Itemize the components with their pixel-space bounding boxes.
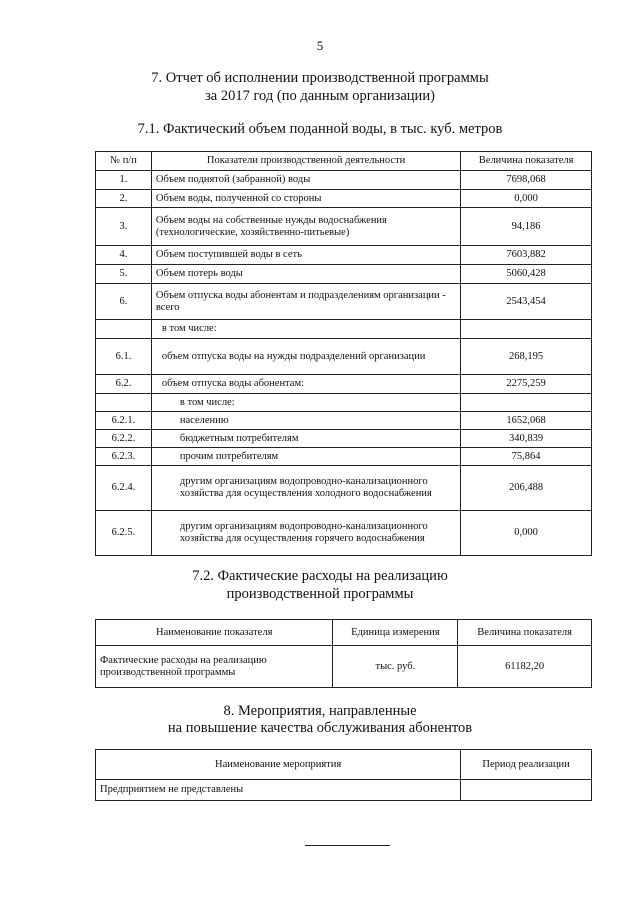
row-name: Объем отпуска воды абонентам и подразделениям организации - всего [151,284,460,320]
row-name: другим организациям водопроводно-канализационного хозяйства для осуществления холодного водоснабжения [151,466,460,511]
row-value: 1652,068 [461,412,592,430]
row-value: 2275,259 [461,375,592,394]
section-7-2-title-line2: производственной программы [226,586,414,602]
row-value: 5060,428 [461,265,592,284]
section-8-title-line2: на повышение качества обслуживания абонентов [167,720,473,736]
header-indicator-name: Наименование показателя [96,620,333,646]
table-row [96,511,592,556]
row-name: Объем поднятой (забранной) воды [151,171,460,190]
row-value: 75,864 [461,448,592,466]
row-period [461,780,592,801]
row-name: объем отпуска воды абонентам: [151,375,460,394]
row-name: Объем потерь воды [151,265,460,284]
water-volume-table [95,151,592,556]
row-value: 206,488 [461,466,592,511]
row-name: Предприятием не представлены [96,780,461,801]
row-value: 0,000 [461,190,592,208]
row-name: объем отпуска воды на нужды подразделений организации [151,339,460,375]
row-value: 2543,454 [461,284,592,320]
table-row [96,375,592,394]
row-value: 61182,20 [458,646,592,688]
row-num: 1. [96,171,152,190]
row-num [96,394,152,412]
header-value: Величина показателя [461,152,592,171]
row-name: Объем воды, полученной со стороны [151,190,460,208]
table-row [96,320,592,339]
row-value: 0,000 [461,511,592,556]
table-row [96,246,592,265]
row-name: Объем поступившей воды в сеть [151,246,460,265]
row-value: 340,839 [461,430,592,448]
header-value: Величина показателя [458,620,592,646]
row-name: населению [151,412,460,430]
row-value: 7603,882 [461,246,592,265]
table-row [96,646,592,688]
table-row [96,430,592,448]
header-indicator: Показатели производственной деятельности [151,152,460,171]
row-num: 6.2.4. [96,466,152,511]
row-value: 7698,068 [461,171,592,190]
row-value [461,320,592,339]
row-num: 3. [96,208,152,246]
row-num [96,320,152,339]
table-row [96,190,592,208]
row-num: 6.2.2. [96,430,152,448]
table-row [96,412,592,430]
row-name: бюджетным потребителям [151,430,460,448]
row-name: в том числе: [151,394,460,412]
table-header-row [96,750,592,780]
row-name: прочим потребителям [151,448,460,466]
row-value [461,394,592,412]
expenses-table [95,619,592,688]
measures-table [95,749,592,801]
section-8-title-line1: 8. Мероприятия, направленные [223,703,417,719]
header-measure-name: Наименование мероприятия [96,750,461,780]
row-num: 6. [96,284,152,320]
table-row [96,466,592,511]
row-num: 5. [96,265,152,284]
row-name: Объем воды на собственные нужды водоснабжения (технологические, хозяйственно-питьевые) [151,208,460,246]
table-row [96,284,592,320]
table-header-row [96,152,592,171]
table-header-row [96,620,592,646]
row-num: 6.1. [96,339,152,375]
header-unit: Единица измерения [333,620,458,646]
table-row [96,265,592,284]
header-period: Период реализации [461,750,592,780]
table-row [96,448,592,466]
row-value: 94,186 [461,208,592,246]
table-row [96,780,592,801]
section-7-1-title: 7.1. Фактический объем поданной воды, в тыс. куб. метров [137,121,503,137]
row-num: 2. [96,190,152,208]
table-row [96,171,592,190]
row-num: 4. [96,246,152,265]
section-7-title-line2: за 2017 год (по данным организации) [205,88,435,104]
table-row [96,394,592,412]
table-row [96,208,592,246]
row-value: 268,195 [461,339,592,375]
row-num: 6.2.3. [96,448,152,466]
table-row [96,339,592,375]
row-name: в том числе: [151,320,460,339]
header-num: № п/п [96,152,152,171]
section-7-2-title-line1: 7.2. Фактические расходы на реализацию [192,568,448,584]
row-unit: тыс. руб. [333,646,458,688]
row-num: 6.2.1. [96,412,152,430]
row-num: 6.2. [96,375,152,394]
section-7-title-line1: 7. Отчет об исполнении производственной программы [151,70,489,86]
page-number: 5 [316,38,324,53]
footer-rule [305,845,390,846]
row-name: Фактические расходы на реализацию производственной программы [96,646,333,688]
row-name: другим организациям водопроводно-канализационного хозяйства для осуществления горячего водоснабжения [151,511,460,556]
row-num: 6.2.5. [96,511,152,556]
